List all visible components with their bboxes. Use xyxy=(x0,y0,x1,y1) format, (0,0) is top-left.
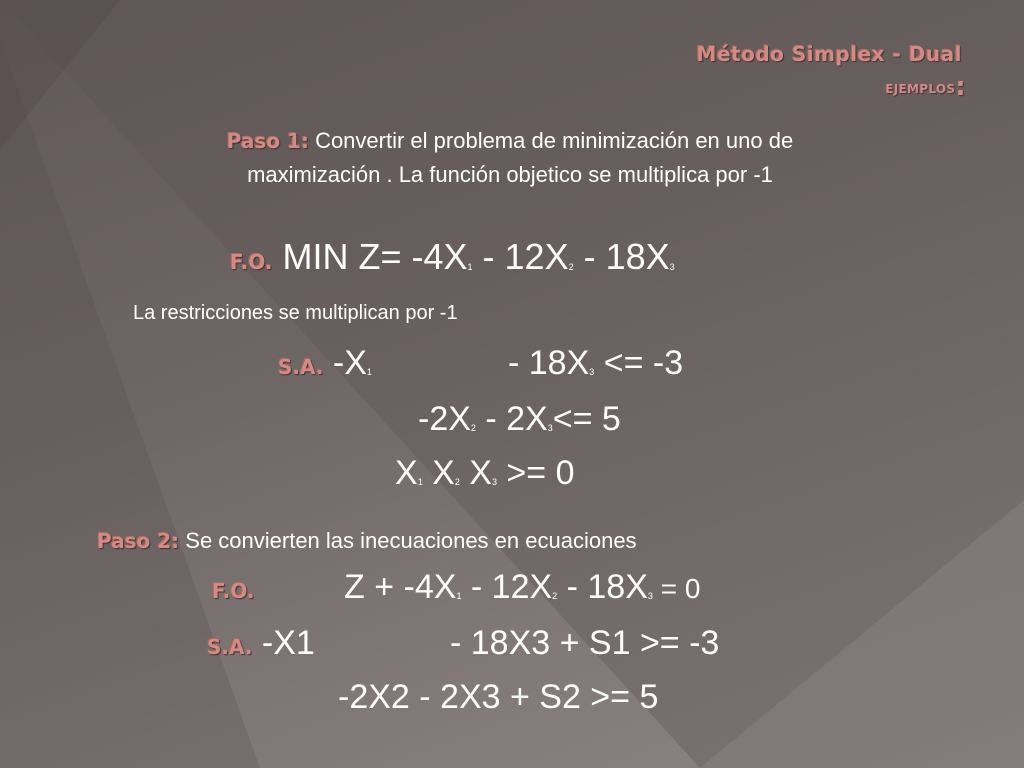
sa1-r1-b: - 18X xyxy=(508,344,590,382)
slide-subtitle xyxy=(885,72,966,102)
sa2-row2 xyxy=(338,678,658,717)
sa1-r2-b: - 2X xyxy=(475,400,548,438)
fo2-b: - 12X xyxy=(461,568,553,606)
fo2-a: Z + -4X xyxy=(344,568,457,606)
slide-title: Método Simplex - Dual xyxy=(696,42,962,66)
sa2-r1-b: - 18X3 + S1 >= -3 xyxy=(450,624,720,662)
fo1-s1: 1 xyxy=(467,262,473,272)
sa1-r3-a: X xyxy=(395,454,418,492)
fo2-label: F.O. xyxy=(212,579,255,603)
fo1-label: F.O. xyxy=(230,250,273,274)
paso2-label: Paso 2: xyxy=(97,529,180,553)
sa2-label: S.A. xyxy=(207,635,253,659)
sa1-r3-b: X xyxy=(422,454,455,492)
fo1-s2: 2 xyxy=(568,262,574,272)
sa1-r3-s1: 1 xyxy=(417,477,423,487)
paso1-label: Paso 1: xyxy=(226,129,309,153)
fo2-d: = 0 xyxy=(652,573,701,604)
fo2-line xyxy=(212,568,254,607)
sa1-row2 xyxy=(418,400,621,439)
fo2-expression xyxy=(344,568,700,607)
fo1-a: MIN Z= -4X xyxy=(282,236,468,277)
paso1-text-line2: maximización . La función objetico se multiplica por -1 xyxy=(247,162,773,187)
sa2-r1-a: -X1 xyxy=(261,624,315,662)
fo1-b: - 12X xyxy=(472,236,569,277)
fo1-s3: 3 xyxy=(669,262,675,272)
sa1-row1-right xyxy=(508,344,683,383)
subtitle-text: EJEMPLOS xyxy=(885,82,956,96)
subtitle-colon: : xyxy=(955,72,966,102)
sa1-r2-a: -2X xyxy=(418,400,471,438)
sa1-row1 xyxy=(278,344,372,383)
sa1-r2-s3: 3 xyxy=(547,423,553,433)
sa1-label: S.A. xyxy=(278,355,324,379)
paso2-text: Se convierten las inecuaciones en ecuaciones xyxy=(185,528,637,553)
sa1-r1-s1: 1 xyxy=(366,367,372,377)
sa2-row1 xyxy=(207,624,315,663)
paso1-paragraph xyxy=(60,124,960,191)
fo2-s2: 2 xyxy=(552,591,558,601)
fo2-s3: 3 xyxy=(647,591,653,601)
sa1-r1-a: -X xyxy=(332,344,367,382)
sa1-r3-s3: 3 xyxy=(491,477,497,487)
sa1-r3-d: >= 0 xyxy=(496,454,575,492)
sa1-row3 xyxy=(395,454,575,493)
restricciones-note: La restricciones se multiplican por -1 xyxy=(133,302,458,324)
sa1-r1-c: <= -3 xyxy=(594,344,684,382)
paso2-line xyxy=(97,528,637,554)
sa1-r2-c: <= 5 xyxy=(552,400,621,438)
fo2-c: - 18X xyxy=(557,568,648,606)
sa2-row1-right xyxy=(450,624,719,663)
fo1-c: - 18X xyxy=(573,236,670,277)
paso1-text-line1: Convertir el problema de minimización en uno de xyxy=(315,128,794,153)
fo2-s1: 1 xyxy=(456,591,462,601)
fo1-line xyxy=(230,236,675,278)
sa1-r1-s3: 3 xyxy=(589,367,595,377)
sa1-r3-s2: 2 xyxy=(454,477,460,487)
sa2-r2: -2X2 - 2X3 + S2 >= 5 xyxy=(338,678,659,716)
sa1-r3-c: X xyxy=(459,454,492,492)
sa1-r2-s2: 2 xyxy=(470,423,476,433)
